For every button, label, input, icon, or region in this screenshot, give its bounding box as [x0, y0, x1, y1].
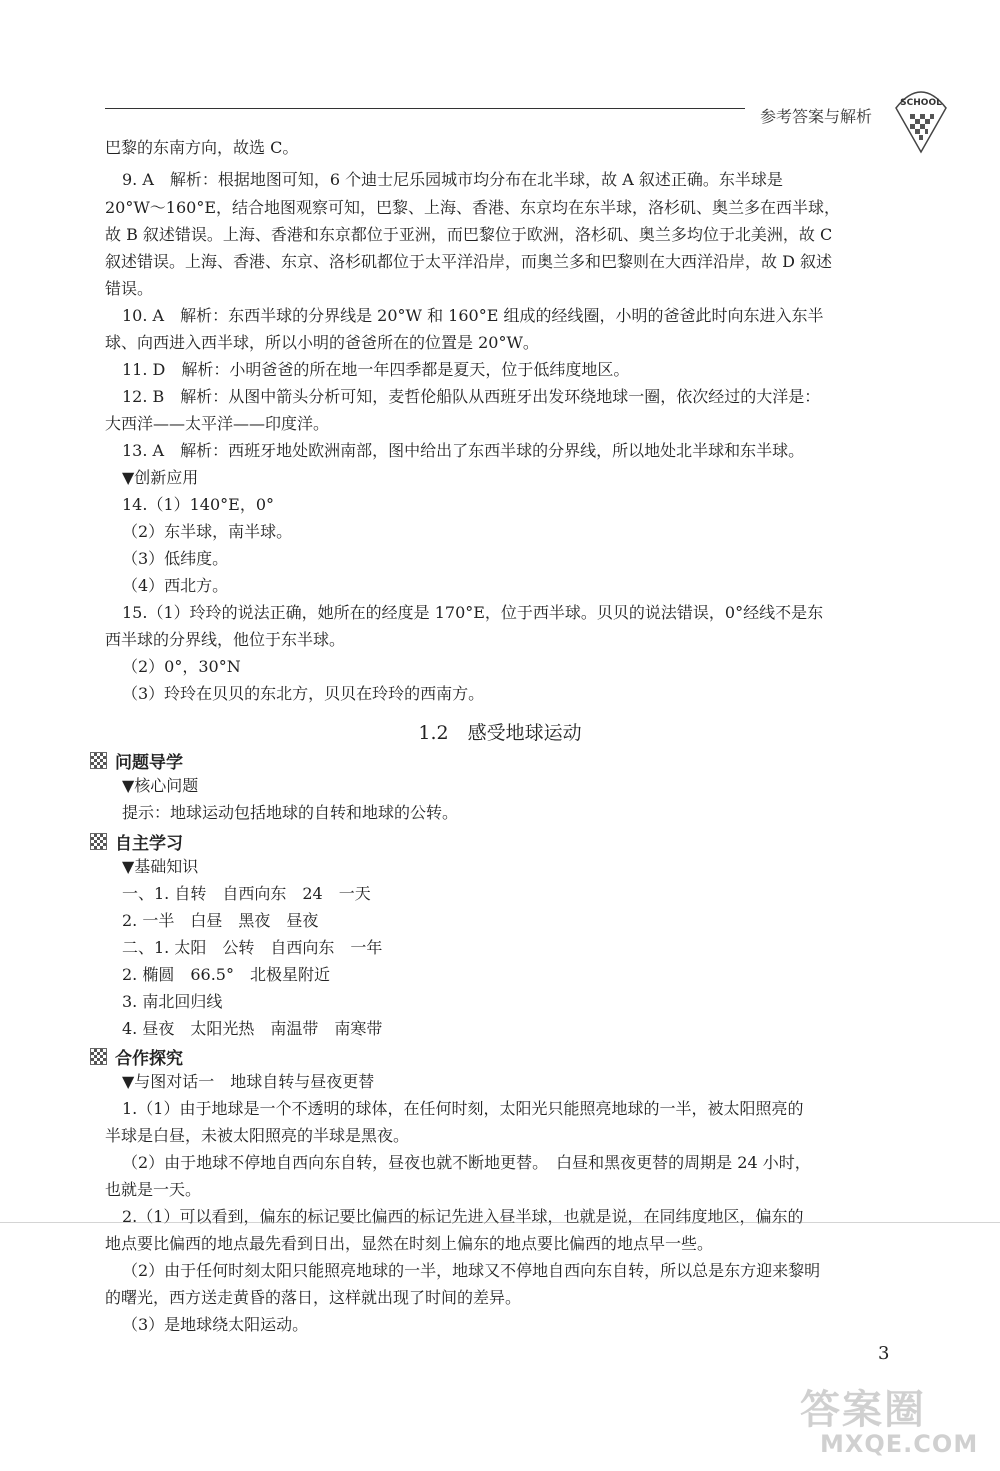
section-label-text: 问题导学: [115, 753, 183, 773]
section-title: 1.2 感受地球运动: [418, 722, 582, 744]
answer-line: （2）0°，30°N: [122, 657, 241, 676]
answer-line: 12. B 解析：从图中箭头分析可知，麦哲伦船队从西班牙出发环绕地球一圈，依次经过的大洋是：: [122, 387, 821, 406]
school-badge-icon: [890, 78, 952, 158]
answer-line: 叙述错误。上海、香港、东京、洛杉矶都位于太平洋沿岸，而奥兰多和巴黎则在大西洋沿岸，故 D 叙述: [105, 252, 833, 271]
answer-line: （3）玲玲在贝贝的东北方，贝贝在玲玲的西南方。: [122, 684, 485, 703]
answer-line: 9. A 解析：根据地图可知，6 个迪士尼乐园城市均分布在北半球，故 A 叙述正确。东半球是: [122, 170, 783, 189]
section-label-cooperation: [90, 1044, 183, 1069]
answer-line: 4. 昼夜 太阳光热 南温带 南寒带: [122, 1019, 383, 1038]
answer-line: 错误。: [105, 279, 154, 298]
answer-line: 半球是白昼，未被太阳照亮的半球是黑夜。: [105, 1126, 410, 1145]
watermark-url: MXQE.COM: [820, 1430, 979, 1458]
checker-icon: [90, 833, 107, 850]
school-badge-text: SCHOOL: [900, 98, 942, 108]
answer-line: 的曙光，西方送走黄昏的落日，这样就出现了时间的差异。: [105, 1288, 522, 1307]
answer-line: 3. 南北回归线: [122, 992, 223, 1011]
answer-line: （2）东半球，南半球。: [122, 522, 293, 541]
answer-line: 西半球的分界线，他位于东半球。: [105, 630, 346, 649]
answer-line: 1.（1）由于地球是一个不透明的球体，在任何时刻，太阳光只能照亮地球的一半，被太阳照亮的: [122, 1099, 804, 1118]
section-label-problem-guide: [90, 748, 183, 773]
answer-line: （3）是地球绕太阳运动。: [122, 1315, 309, 1334]
header-title: 参考答案与解析: [760, 107, 873, 126]
answer-line: （2）由于任何时刻太阳只能照亮地球的一半，地球又不停地自西向东自转，所以总是东方迎来黎明: [122, 1261, 821, 1280]
answer-line: 球、向西进入西半球，所以小明的爸爸所在的位置是 20°W。: [105, 333, 539, 352]
answer-line: 提示：地球运动包括地球的自转和地球的公转。: [122, 803, 459, 822]
answer-line: （2）由于地球不停地自西向东自转，昼夜也就不断地更替。 白昼和黑夜更替的周期是 24 小时，: [122, 1153, 811, 1172]
answer-line: 2.（1）可以看到，偏东的标记要比偏西的标记先进入昼半球，也就是说，在同纬度地区，偏东的: [122, 1207, 804, 1226]
answer-line: 二、1. 太阳 公转 自西向东 一年: [122, 938, 383, 957]
scan-artifact-line: [0, 1222, 1000, 1223]
subheading-dialogue: ▼与图对话一 地球自转与昼夜更替: [122, 1072, 375, 1091]
checker-icon: [90, 1048, 107, 1065]
answer-line: 2. 椭圆 66.5° 北极星附近: [122, 965, 330, 984]
watermark-logo: 答案圈: [800, 1387, 926, 1433]
answer-line: （3）低纬度。: [122, 549, 229, 568]
subheading-innovation: ▼创新应用: [122, 468, 199, 487]
answer-line: 地点要比偏西的地点最先看到日出，显然在时刻上偏东的地点要比偏西的地点早一些。: [105, 1234, 714, 1253]
section-label-text: 合作探究: [115, 1049, 183, 1069]
answer-line: （4）西北方。: [122, 576, 229, 595]
answer-line: 故 B 叙述错误。上海、香港和东京都位于亚洲，而巴黎位于欧洲，洛杉矶、奥兰多均位于北美洲，故 C: [105, 225, 833, 244]
answer-line: 13. A 解析：西班牙地处欧洲南部，图中给出了东西半球的分界线，所以地处北半球和东半球。: [122, 441, 805, 460]
answer-line: 2. 一半 白昼 黑夜 昼夜: [122, 911, 319, 930]
answer-line: 11. D 解析：小明爸爸的所在地一年四季都是夏天，位于低纬度地区。: [122, 360, 630, 379]
checker-icon: [90, 752, 107, 769]
section-label-text: 自主学习: [115, 834, 183, 854]
answer-line: 大西洋——太平洋——印度洋。: [105, 414, 330, 433]
page-number: 3: [878, 1343, 890, 1364]
subheading-basic-knowledge: ▼基础知识: [122, 857, 199, 876]
answer-line: 巴黎的东南方向，故选 C。: [105, 138, 299, 157]
answer-line: 也就是一天。: [105, 1180, 202, 1199]
answer-line: 10. A 解析：东西半球的分界线是 20°W 和 160°E 组成的经线圈，小明的爸爸此时向东进入东半: [122, 306, 824, 325]
section-label-self-study: [90, 829, 183, 854]
answer-line: 一、1. 自转 自西向东 24 一天: [122, 884, 371, 903]
answer-line: 14.（1）140°E，0°: [122, 495, 275, 514]
answer-line: 15.（1）玲玲的说法正确，她所在的经度是 170°E，位于西半球。贝贝的说法错误，0°经线不是东: [122, 603, 824, 622]
header-rule: [105, 108, 745, 109]
subheading-core-question: ▼核心问题: [122, 776, 199, 795]
answer-line: 20°W～160°E，结合地图观察可知，巴黎、上海、香港、东京均在东半球，洛杉矶、奥兰多在西半球，: [105, 198, 841, 217]
